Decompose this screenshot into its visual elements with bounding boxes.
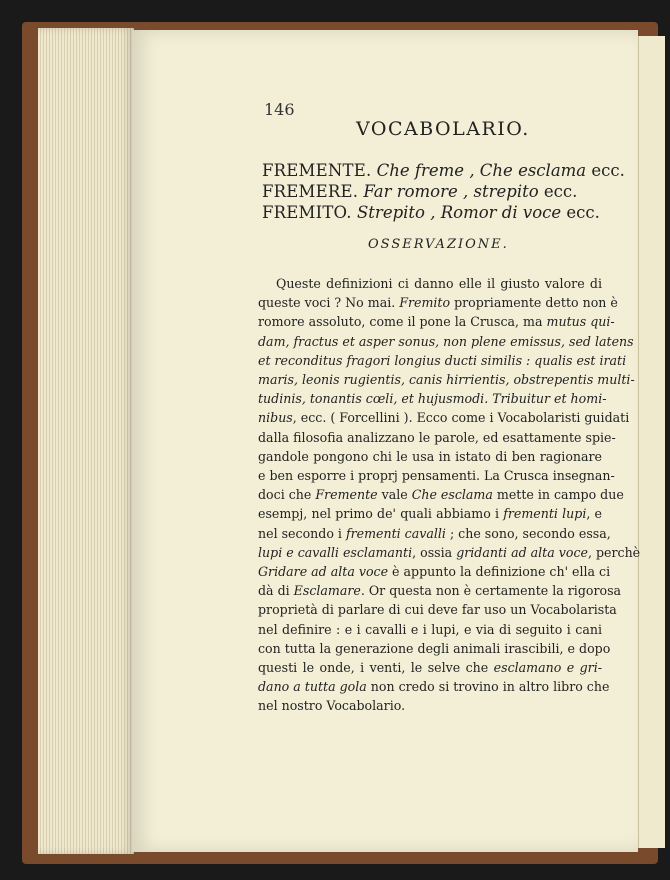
page-edges: [38, 28, 134, 854]
text-segment: frementi cavalli: [345, 525, 446, 541]
text-line: [258, 351, 627, 370]
text-segment: et reconditus fragori longius ducti similis : qualis est irati: [258, 352, 627, 368]
entry-suffix: ecc.: [543, 182, 578, 201]
text-segment: tudinis, tonantis cœli, et hujusmodi. Tribuitur et homi-: [258, 391, 607, 407]
text-line: [258, 293, 618, 312]
text-line: [258, 658, 602, 677]
entry-suffix: ecc.: [566, 203, 600, 222]
text-line: [258, 562, 611, 581]
text-line: [258, 447, 602, 466]
text-line: [258, 581, 622, 600]
text-segment: lupi e cavalli esclamanti: [258, 544, 413, 560]
entry-headword: FREMERE.: [262, 182, 359, 201]
text-segment: propriamente detto non è: [450, 295, 618, 311]
text-segment: frementi lupi: [503, 506, 587, 522]
page-number: 146: [264, 100, 295, 119]
text-segment: Fremente: [315, 487, 378, 503]
text-segment: maris, leonis rugientis, canis hirrientis, obstrepentis multi-: [258, 372, 635, 388]
text-line: [258, 312, 615, 331]
text-line: [258, 370, 635, 389]
text-line: [258, 332, 634, 351]
text-line: [258, 466, 615, 485]
text-segment: e ben esporre i proprj pensamenti. La Crusca insegnan-: [258, 468, 615, 484]
text-segment: Che esclama: [411, 487, 493, 503]
text-segment: vale: [377, 487, 412, 503]
section-title: OSSERVAZIONE.: [368, 237, 509, 252]
entry: [262, 202, 625, 223]
text-segment: dà di: [258, 583, 294, 599]
text-segment: nel definire : e i cavalli e i lupi, e via di seguito i cani: [258, 621, 602, 637]
text-line: [258, 600, 617, 619]
entry-definition: Strepito , Romor di voce: [357, 203, 562, 222]
text-segment: ; che sono, secondo essa,: [445, 525, 611, 541]
text-line: [258, 543, 641, 562]
text-segment: esclamano e gri-: [493, 660, 602, 676]
text-segment: romore assoluto, come il pone la Crusca, ma: [258, 314, 547, 330]
text-segment: dam, fractus et asper sonus, non plene emissus, sed latens: [258, 333, 634, 349]
entry-definition: Far romore , strepito: [363, 182, 539, 201]
text-segment: , e: [586, 506, 602, 522]
text-line: [258, 639, 611, 658]
text-segment: , ossia: [412, 544, 457, 560]
text-segment: mette in campo due: [492, 487, 624, 503]
text-line: [258, 524, 611, 543]
text-segment: Esclamare: [293, 583, 361, 599]
text-segment: , perchè: [587, 544, 641, 560]
text-segment: questi le onde, i venti, le selve che: [258, 660, 494, 676]
entry-headword: FREMITO.: [262, 203, 352, 222]
entry: [262, 160, 625, 181]
text-segment: . Or questa non è certamente la rigorosa: [360, 583, 622, 599]
running-head: VOCABOLARIO.: [356, 118, 530, 140]
text-segment: Queste definizioni ci danno elle il giusto valore di: [276, 276, 602, 291]
text-line: [258, 408, 630, 427]
text-segment: è appunto la definizione ch' ella ci: [388, 564, 611, 580]
text-line: [258, 696, 602, 715]
dictionary-entries: [262, 160, 625, 223]
text-segment: , ecc. ( Forcellini ). Ecco come i Vocabolaristi guidati: [292, 410, 630, 426]
text-segment: Gridare ad alta voce: [258, 564, 389, 580]
text-line: [258, 620, 602, 639]
text-segment: non credo si trovino in altro libro che: [366, 679, 610, 695]
text-segment: esempj, nel primo de' quali abbiamo i: [258, 506, 504, 522]
entry-definition: Che freme , Che esclama: [376, 161, 587, 180]
text-segment: proprietà di parlare di cui deve far uso un Vocabolarista: [258, 602, 617, 618]
entry: [262, 181, 625, 202]
text-segment: dalla filosofia analizzano le parole, ed esattamente spie-: [258, 429, 616, 445]
text-segment: gridanti ad alta voce: [456, 544, 588, 560]
text-segment: doci che: [258, 487, 316, 503]
text-segment: nibus: [258, 410, 293, 426]
text-segment: nel secondo i: [258, 525, 346, 541]
body-paragraph: [258, 274, 641, 716]
text-segment: mutus qui-: [546, 314, 615, 330]
text-line: [258, 504, 602, 523]
text-segment: Fremito: [399, 295, 451, 311]
text-line: [258, 389, 607, 408]
text-segment: gandole pongono chi le usa in istato di ben ragionare: [258, 448, 602, 464]
text-line: [258, 485, 624, 504]
text-segment: queste voci ? No mai.: [258, 295, 400, 311]
entry-headword: FREMENTE.: [262, 161, 372, 180]
entry-suffix: ecc.: [591, 161, 625, 180]
text-line: [258, 677, 610, 696]
text-segment: con tutta la generazione degli animali irascibili, e dopo: [258, 640, 611, 656]
facing-page-edge: [638, 36, 665, 848]
text-segment: nel nostro Vocabolario.: [258, 698, 406, 714]
text-segment: dano a tutta gola: [258, 679, 367, 695]
text-line: [258, 274, 602, 293]
text-line: [258, 428, 616, 447]
